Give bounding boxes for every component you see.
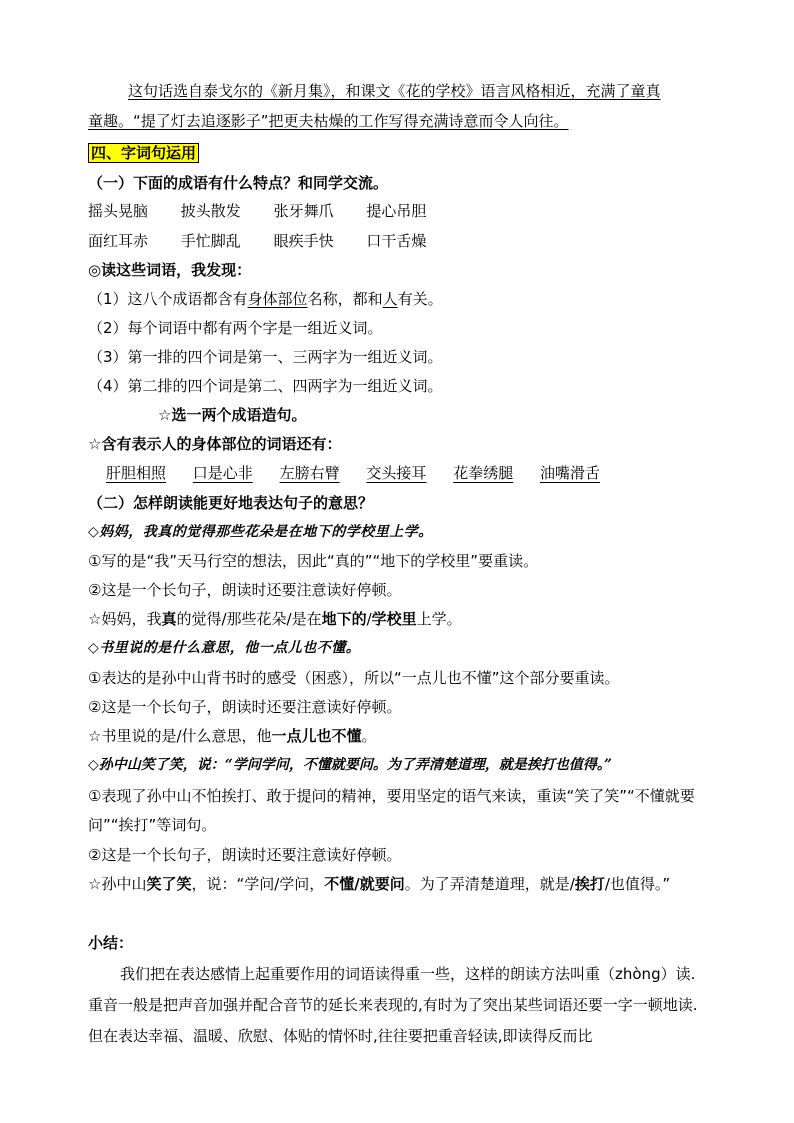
- example-1-reading: [88, 608, 462, 630]
- stressed-word: 挨打: [574, 875, 605, 893]
- section-title: 四、字词句运用: [88, 143, 199, 163]
- stressed-word: 学校里: [371, 610, 417, 628]
- idiom-row-1: [88, 200, 454, 222]
- discover-heading: ◎读这些词语，我发现：: [88, 261, 252, 279]
- reading-text: 的觉得/那些花朵/是在: [176, 610, 322, 628]
- reading-text: /也值得。”: [604, 875, 671, 893]
- intro-text-2: 童趣。“提了灯去追逐影子”把更夫枯燥的工作写得充满诗意而令人向往。: [88, 112, 569, 130]
- reading-text: ☆书里说的是/什么意思，他: [88, 727, 272, 745]
- example-1: ◇妈妈，我真的觉得那些花朵是在地下的学校里上学。: [88, 524, 433, 540]
- more-word: 左膀右臂: [279, 464, 340, 482]
- example-2-note-2: ②这是一个长句子，朗读时还要注意读好停顿。: [88, 698, 402, 716]
- reading-text: 。为了弄清楚道理，就是/: [404, 875, 575, 893]
- more-word: 油嘴滑舌: [539, 464, 600, 482]
- part1-heading: （一）下面的成语有什么特点？和同学交流。: [88, 174, 389, 192]
- idiom: 口干舌燥: [366, 232, 427, 250]
- example-2-reading: [88, 725, 377, 747]
- summary-text: 我们把在表达感情上起重要作用的词语读得重一些，这样的朗读方法叫重（zhòng）读.重音一般是把声音加强并配合音节的延长来表现的,有时为了突出某些词语还要一字一顿地读.但在表达幸福、温暖、欣慰、体贴的情怀时,往往要把重音轻读,即读得反而比: [88, 965, 698, 1045]
- stressed-word: 笑了笑: [146, 875, 192, 893]
- reading-text: /: [366, 610, 372, 628]
- reading-text: ，说：“学问/学问，: [191, 875, 325, 893]
- more-words-heading: ☆含有表示人的身体部位的词语还有：: [88, 435, 342, 453]
- more-word: 口是心非: [192, 464, 253, 482]
- point-1-text: （1）这八个成语都含有: [88, 290, 248, 308]
- reading-text: 。: [361, 727, 377, 745]
- intro-line-1: [128, 80, 661, 102]
- idiom: 眼疾手快: [273, 232, 334, 250]
- example-1-note-2: ②这是一个长句子，朗读时还要注意读好停顿。: [88, 581, 402, 599]
- idiom: 面红耳赤: [88, 232, 149, 250]
- example-3-note-2: ②这是一个长句子，朗读时还要注意读好停顿。: [88, 846, 402, 864]
- make-sentence-task: ☆选一两个成语造句。: [158, 406, 307, 424]
- reading-text: ☆妈妈，我: [88, 610, 162, 628]
- more-words-row: [106, 462, 622, 484]
- example-3: ◇孙中山笑了笑，说：“学问学问，不懂就要问。为了弄清楚道理，就是挨打也值得。”: [88, 757, 612, 773]
- point-1-keyword: 身体部位: [247, 290, 308, 308]
- intro-text-1: 这句话选自泰戈尔的《新月集》，和课文《花的学校》语言风格相近，充满了童真: [128, 82, 661, 100]
- more-word: 肝胆相照: [106, 464, 167, 482]
- point-1-text: 名称，都和: [307, 290, 383, 308]
- example-1-note-1: ①写的是“我”天马行空的想法，因此“真的”“地下的学校里”要重读。: [88, 552, 539, 570]
- reading-text: 上学。: [416, 610, 462, 628]
- more-word: 交头接耳: [366, 464, 427, 482]
- stressed-word: 真: [161, 610, 177, 628]
- stressed-word: 地下的: [321, 610, 367, 628]
- intro-line-2: [88, 110, 569, 132]
- idiom-row-2: [88, 230, 454, 252]
- idiom: 摇头晃脑: [88, 202, 149, 220]
- idiom: 提心吊胆: [366, 202, 427, 220]
- idiom: 手忙脚乱: [180, 232, 241, 250]
- point-2: （2）每个词语中都有两个字是一组近义词。: [88, 319, 383, 337]
- point-1-keyword: 人: [382, 290, 398, 308]
- stressed-word: 一点儿也不懂: [271, 727, 362, 745]
- idiom: 张牙舞爪: [273, 202, 334, 220]
- point-1: [88, 288, 443, 310]
- point-3: （3）第一排的四个词是第一、三两字为一组近义词。: [88, 348, 443, 366]
- summary-heading: 小结：: [88, 934, 134, 952]
- stressed-word: 不懂/就要问: [324, 875, 405, 893]
- example-2-note-1: ①表达的是孙中山背书时的感受（困惑），所以“一点儿也不懂”这个部分要重读。: [88, 669, 620, 687]
- idiom: 披头散发: [180, 202, 241, 220]
- example-3-note-1: ①表现了孙中山不怕挨打、敢于提问的精神，要用坚定的语气来读，重读“笑了笑”“不懂就要问”“挨打”等词句。: [88, 787, 695, 834]
- example-3-reading: [88, 870, 706, 899]
- point-4: （4）第二排的四个词是第二、四两字为一组近义词。: [88, 377, 443, 395]
- section-title-row: [88, 142, 199, 164]
- example-2: ◇书里说的是什么意思，他一点儿也不懂。: [88, 640, 361, 656]
- reading-text: ☆孙中山: [88, 875, 147, 893]
- part2-heading: （二）怎样朗读能更好地表达句子的意思？: [88, 494, 374, 512]
- point-1-text: 有关。: [397, 290, 443, 308]
- more-word: 花拳绣腿: [453, 464, 514, 482]
